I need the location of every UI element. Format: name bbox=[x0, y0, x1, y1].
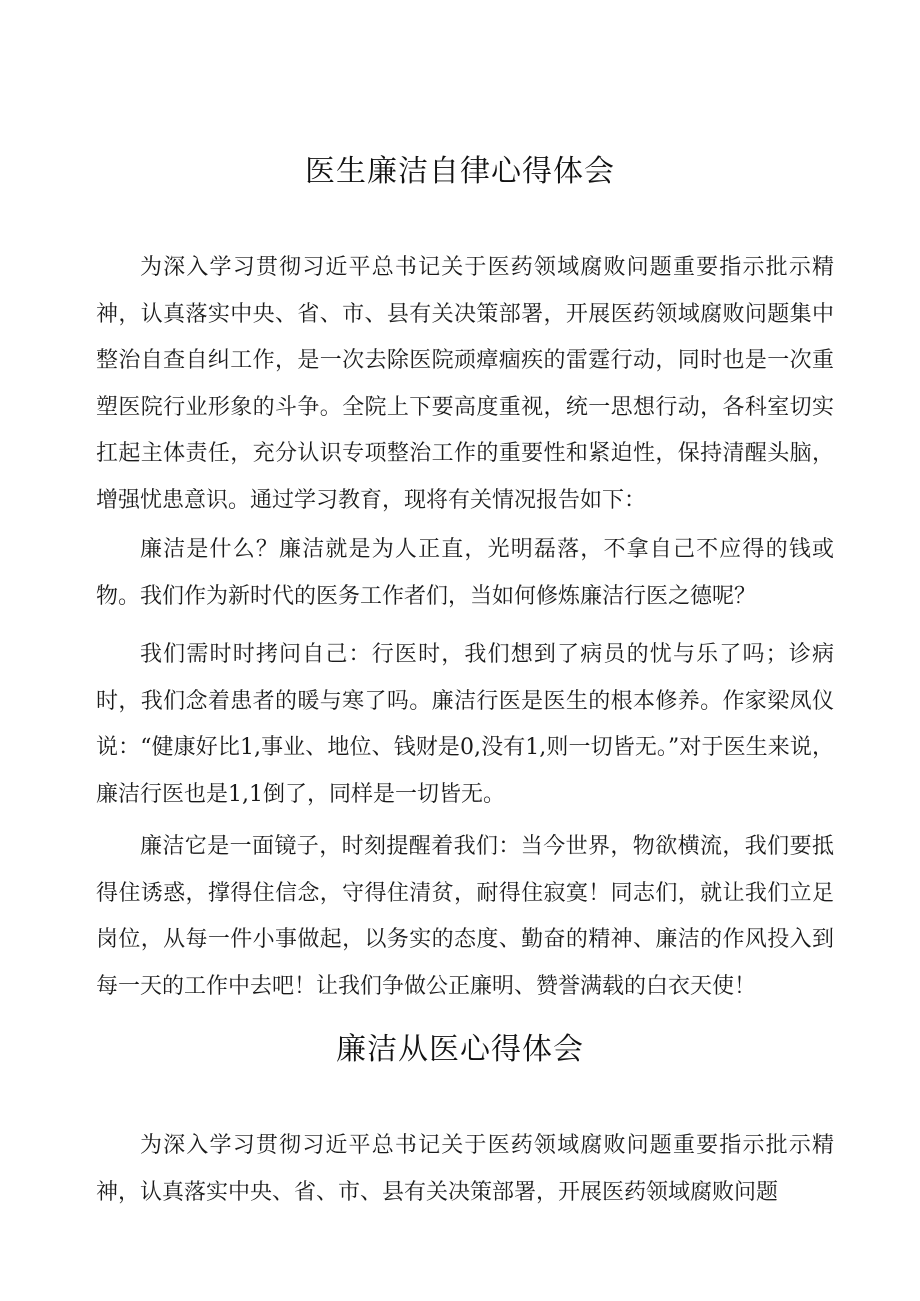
body-paragraph: 廉洁是什么？廉洁就是为人正直，光明磊落，不拿自己不应得的钱或物。我们作为新时代的医务工作者们，当如何修炼廉洁行医之德呢？ bbox=[96, 537, 834, 609]
section-title: 廉洁从医心得体会 bbox=[336, 1032, 584, 1067]
document-title: 医生廉洁自律心得体会 bbox=[305, 154, 615, 189]
body-paragraph: 为深入学习贯彻习近平总书记关于医药领域腐败问题重要指示批示精神，认真落实中央、省、市、县有关决策部署，开展医药领域腐败问题集中整治自查自纠工作，是一次去除医院顽瘴痼疾的雷霆行动，同时也是一次重塑医院行业形象的斗争。全院上下要高度重视，统一思想行动，各科室切实扛起主体责任，充分认识专项整治工作的重要性和紧迫性，保持清醒头脑，增强忧患意识。通过学习教育，现将有关情况报告如下： bbox=[96, 255, 834, 513]
body-paragraph: 廉洁它是一面镜子，时刻提醒着我们：当今世界，物欲横流，我们要抵得住诱惑，撑得住信念，守得住清贫，耐得住寂寞！同志们，就让我们立足岗位，从每一件小事做起，以务实的态度、勤奋的精神、廉洁的作风投入到每一天的工作中去吧！让我们争做公正廉明、赞誉满载的白衣天使！ bbox=[96, 834, 834, 999]
body-paragraph: 我们需时时拷问自己：行医时，我们想到了病员的忧与乐了吗；诊病时，我们念着患者的暖与寒了吗。廉洁行医是医生的根本修养。作家梁凤仪说：“健康好比1,事业、地位、钱财是0,没有1,则一切皆无。”对于医生来说，廉洁行医也是1,1倒了，同样是一切皆无。 bbox=[96, 642, 834, 807]
body-paragraph: 为深入学习贯彻习近平总书记关于医药领域腐败问题重要指示批示精神，认真落实中央、省、市、县有关决策部署，开展医药领域腐败问题 bbox=[96, 1133, 834, 1205]
